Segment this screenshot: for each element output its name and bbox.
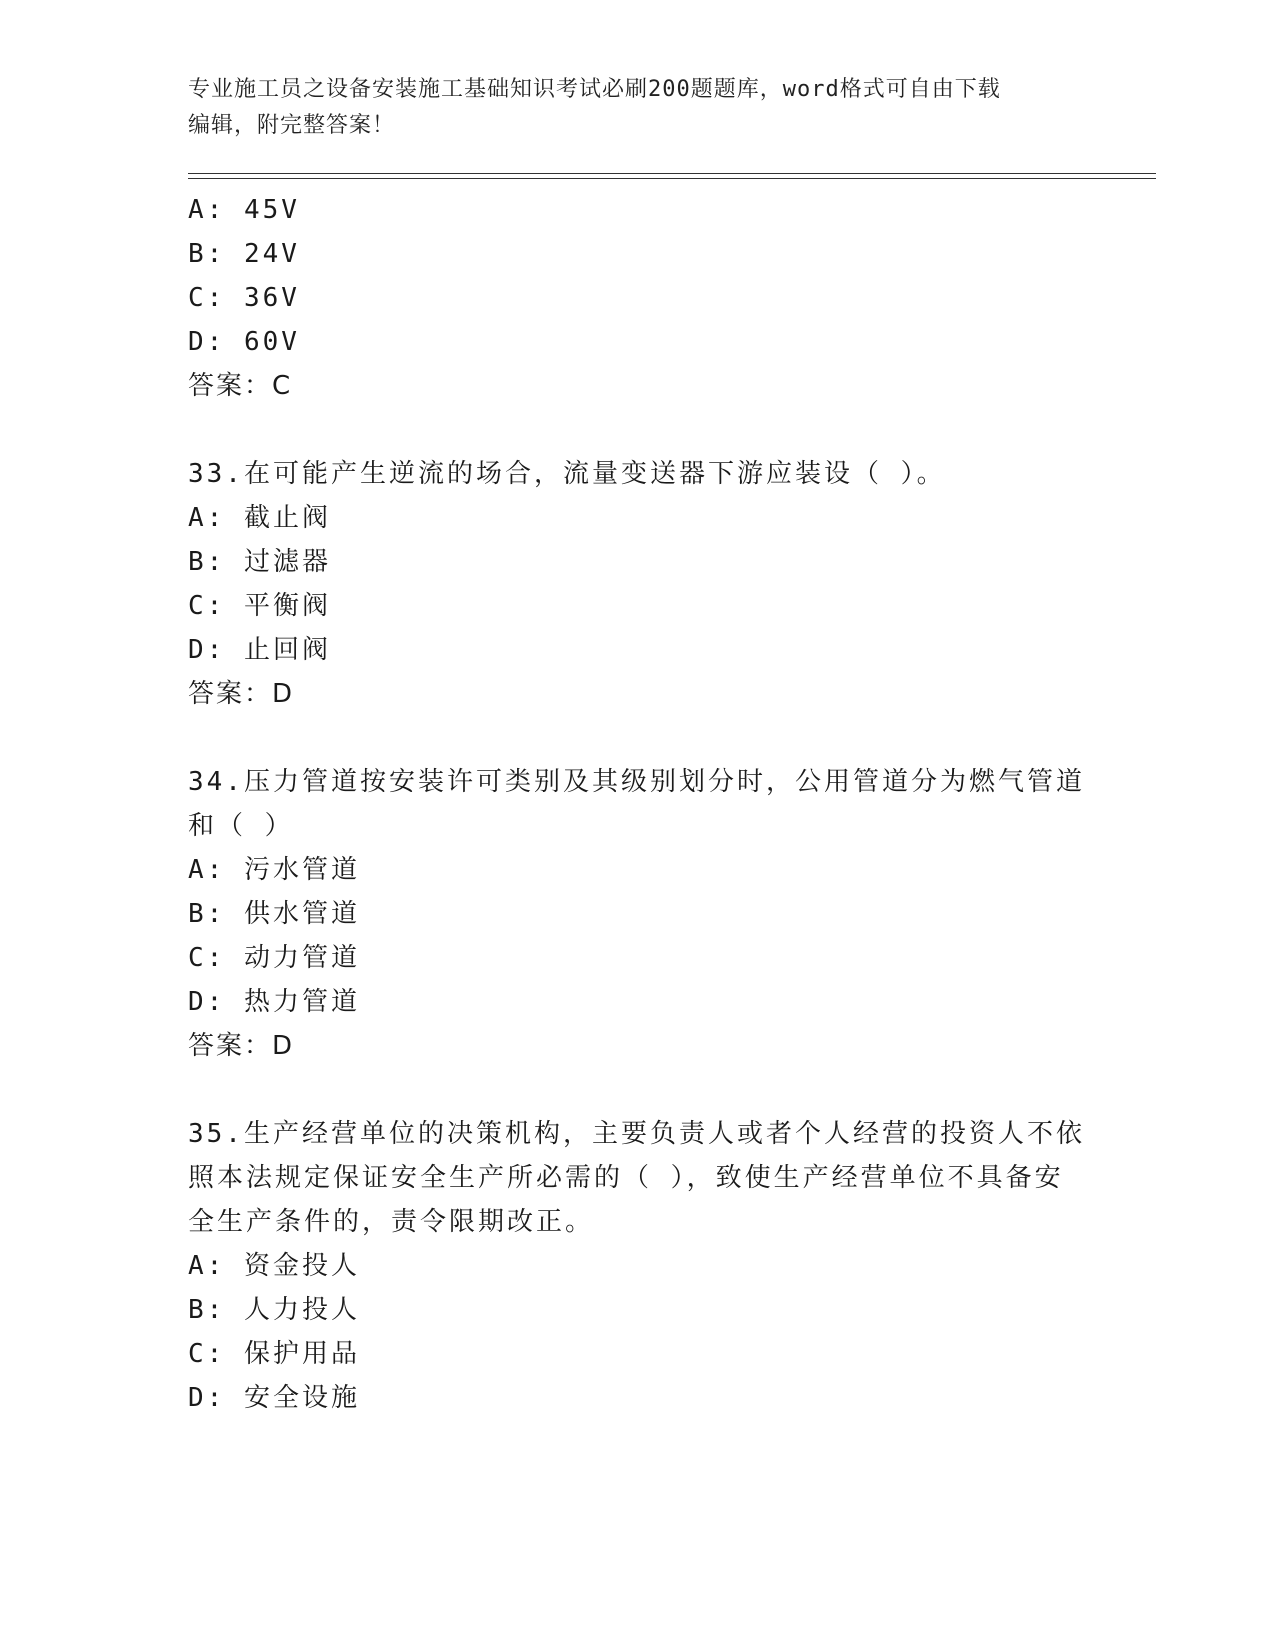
q34-question-line-1: 34.压力管道按安装许可类别及其级别划分时，公用管道分为燃气管道 (188, 767, 1085, 797)
q35-option-d: D: 安全设施 (188, 1383, 360, 1413)
q34-option-c: C: 动力管道 (188, 943, 360, 973)
q34-question-line-2: 和（ ） (188, 811, 294, 841)
q33-question: 33.在可能产生逆流的场合，流量变送器下游应装设（ ）。 (188, 459, 946, 489)
q35-question-line-3: 全生产条件的，责令限期改正。 (188, 1207, 595, 1237)
q33-option-b: B: 过滤器 (188, 547, 331, 577)
header-rule-bottom (188, 178, 1156, 179)
q35-option-a: A: 资金投人 (188, 1251, 360, 1281)
q35-question-line-1: 35.生产经营单位的决策机构，主要负责人或者个人经营的投资人不依 (188, 1119, 1085, 1149)
q32-answer: 答案：C (188, 371, 293, 401)
q34-option-b: B: 供水管道 (188, 899, 360, 929)
q32-option-a: A: 45V (188, 195, 300, 225)
q35-question-line-2: 照本法规定保证安全生产所必需的（ ），致使生产经营单位不具备安 (188, 1163, 1064, 1193)
q33-option-d: D: 止回阀 (188, 635, 331, 665)
header-line-1: 专业施工员之设备安装施工基础知识考试必刷200题题库，word格式可自由下载 (188, 77, 1001, 102)
q35-option-c: C: 保护用品 (188, 1339, 360, 1369)
header-rule-top (188, 173, 1156, 174)
q34-answer: 答案：D (188, 1031, 295, 1061)
q32-option-c: C: 36V (188, 283, 300, 313)
q33-answer: 答案：D (188, 679, 295, 709)
q32-option-b: B: 24V (188, 239, 300, 269)
q35-option-b: B: 人力投人 (188, 1295, 360, 1325)
q34-option-a: A: 污水管道 (188, 855, 360, 885)
q34-option-d: D: 热力管道 (188, 987, 360, 1017)
q33-option-c: C: 平衡阀 (188, 591, 331, 621)
q32-option-d: D: 60V (188, 327, 300, 357)
document-header (188, 72, 1088, 144)
header-line-2: 编辑，附完整答案！ (188, 113, 396, 138)
q33-option-a: A: 截止阀 (188, 503, 331, 533)
